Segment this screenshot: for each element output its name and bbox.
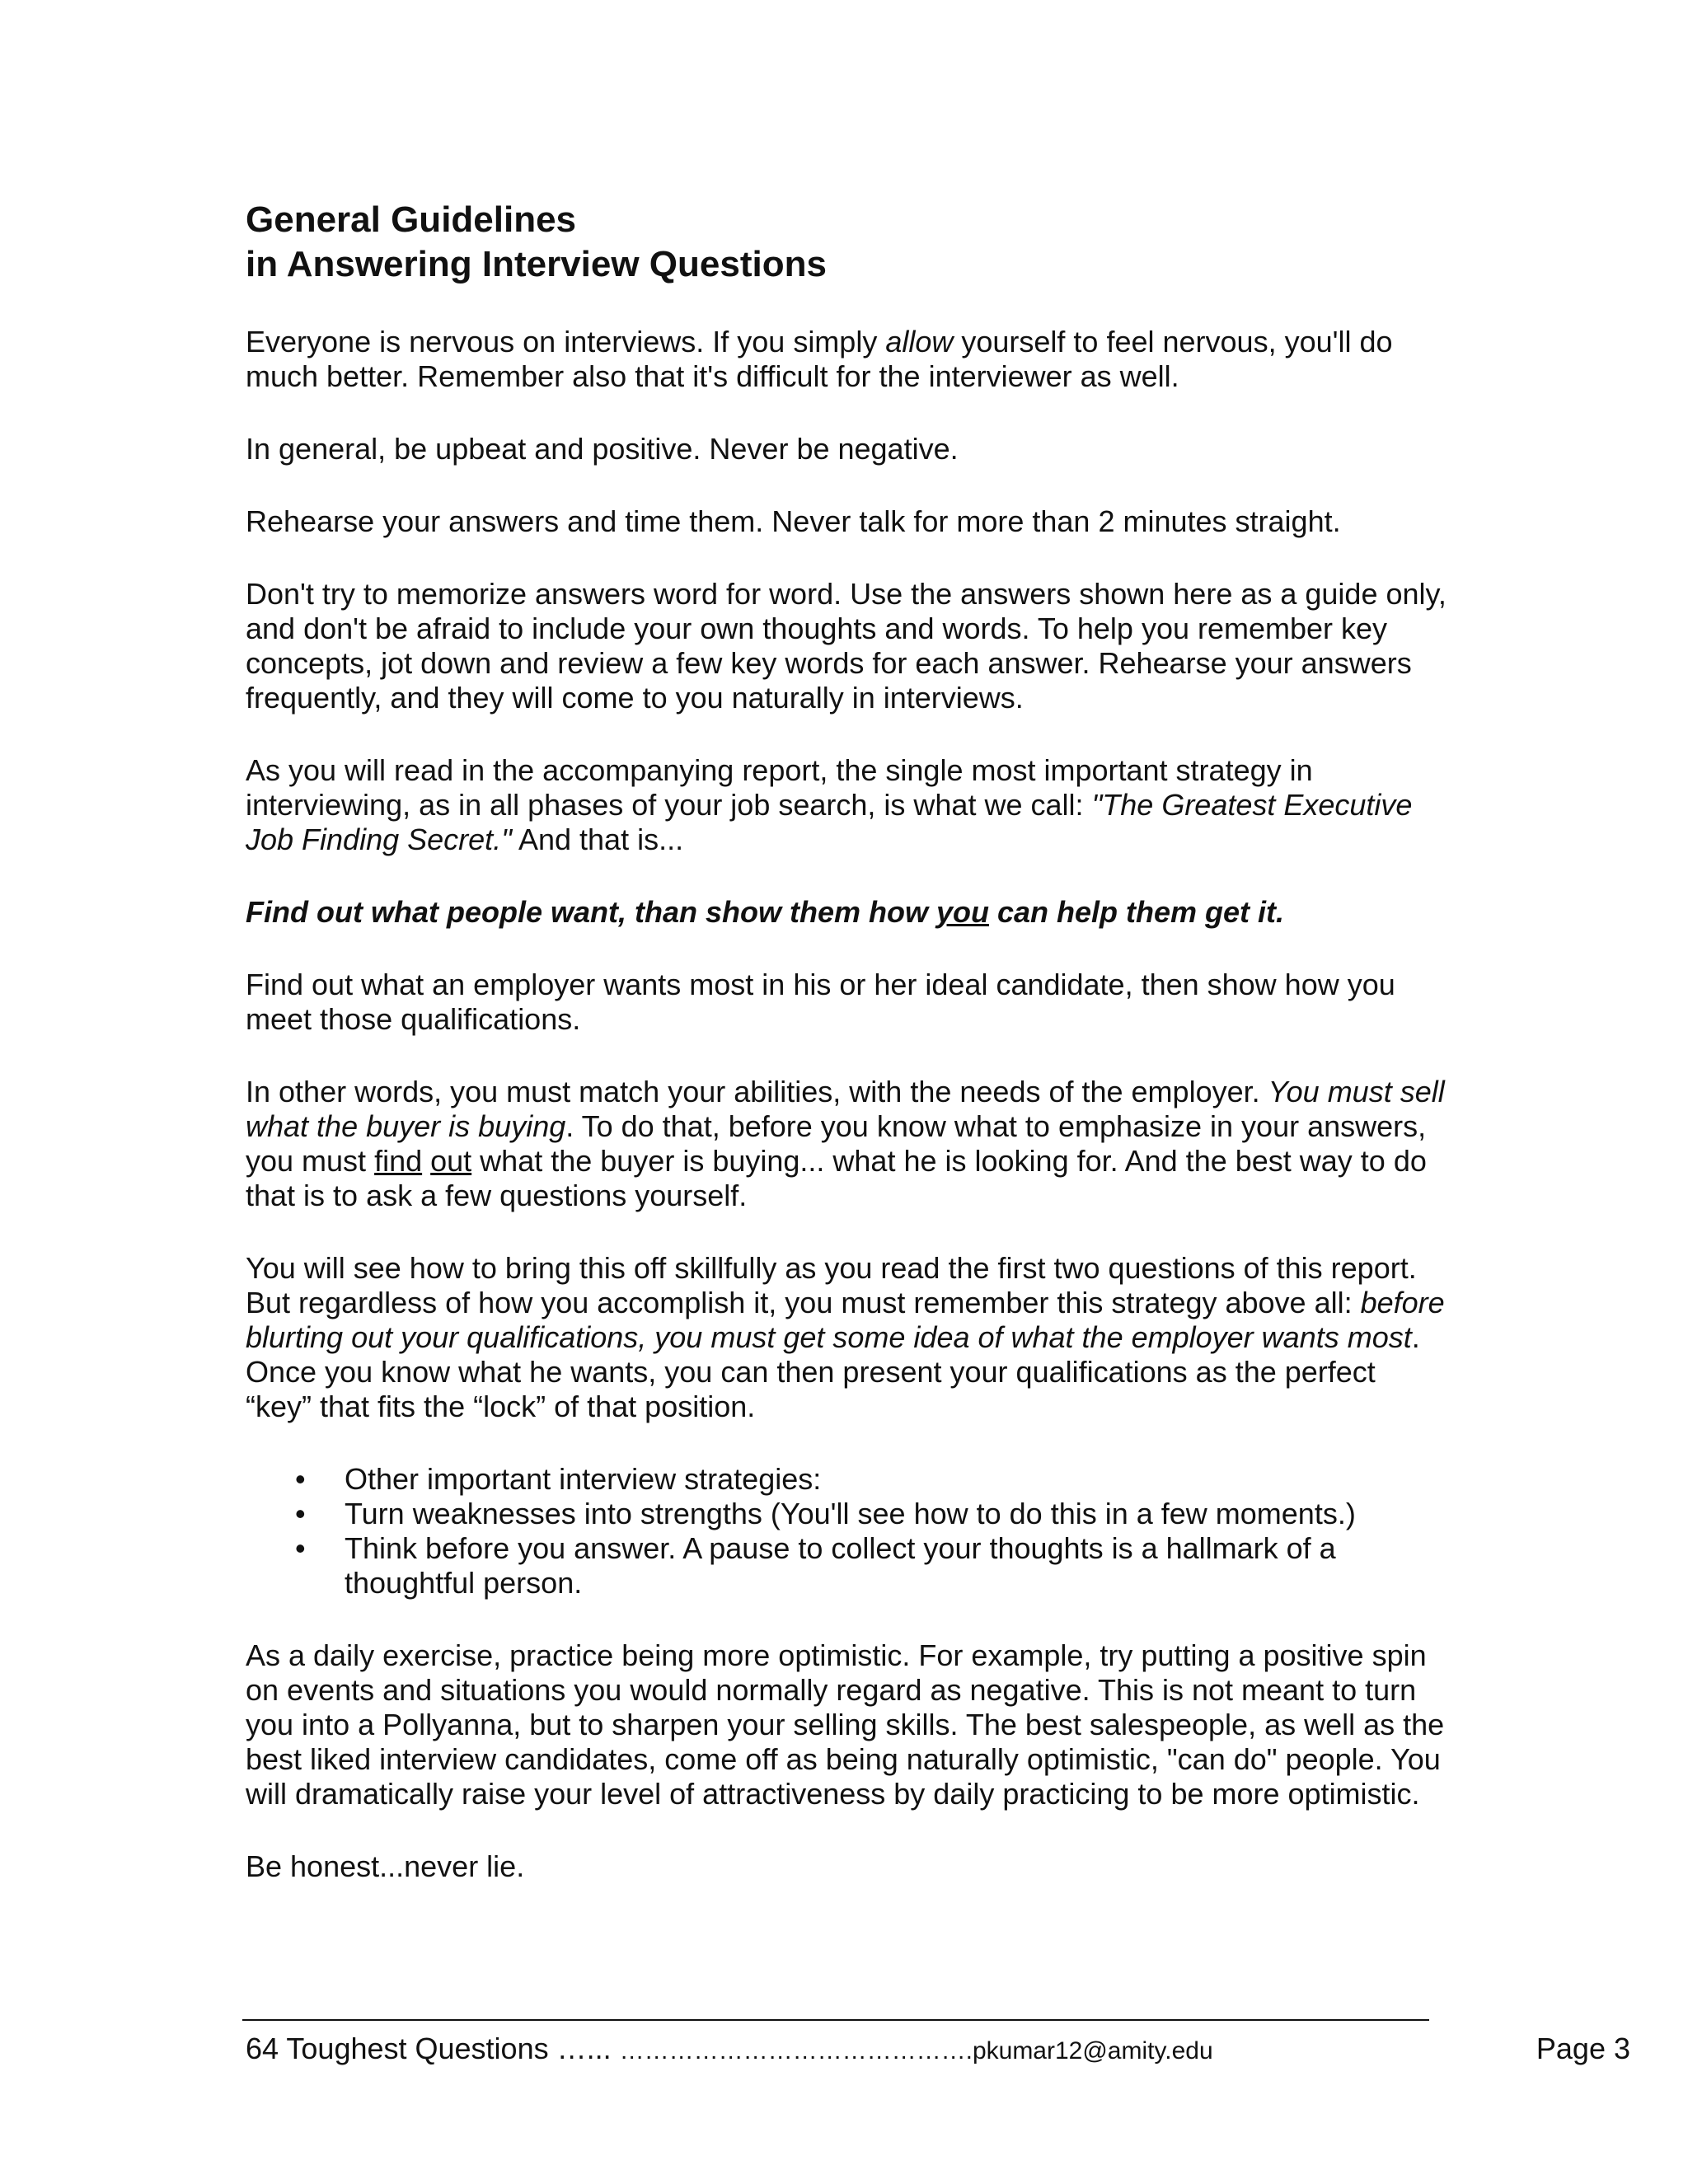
page-footer [246,2029,1630,2070]
text-run: Everyone is nervous on interviews. If you simply [246,325,886,359]
key-statement [246,895,1449,930]
text-run: can help them get it. [988,895,1285,929]
text-run: Find out what people want, than show them how [246,895,936,929]
list-item-text: Other important interview strategies: [345,1462,822,1496]
text-run: . Once you know what he wants, you can then present your qualifications as the perfect “key” that fits the “lock” of that position. [246,1320,1420,1423]
list-item [246,1462,1449,1497]
text-run: And that is... [511,823,684,856]
text-run [422,1144,430,1178]
paragraph-upbeat: In general, be upbeat and positive. Never be negative. [246,432,959,466]
paragraph-match-abilities [246,1075,1449,1213]
underlined-out: out [430,1144,472,1178]
page-title-line-1: General Guidelines [246,199,577,240]
text-run: . To do that, before you know what to emphasize in your answers, you must [246,1109,1427,1178]
bullet-icon: • [295,1531,306,1565]
paragraph-employer-wants: Find out what an employer wants most in his or her ideal candidate, then show how you meet those qualifications. [246,968,1395,1036]
emphasis-allow: allow [885,325,954,359]
page-number: Page 3 [1536,2032,1630,2065]
footer-email: …………………………………….pkumar12@amity.edu [619,2037,1213,2064]
paragraph-optimistic: As a daily exercise, practice being more optimistic. For example, try putting a positive spin on events and situations you would normally regard as negative. This is not meant to turn you into a Pollyanna, but to sharpen your selling skills. The best salespeople, as well as the best liked interview candidates, come off as being naturally optimistic, "can do" people. You will dramatically raise your level of attractiveness by daily practicing to be more optimistic. [246,1638,1445,1811]
paragraph-memorize: Don't try to memorize answers word for word. Use the answers shown here as a guide only, and don't be afraid to include your own thoughts and words. To help you remember key concepts, jot down and review a few key words for each answer. Rehearse your answers frequently, and they will come to you naturally in interviews. [246,577,1447,715]
text-run: what the buyer is buying... what he is looking for. And the best way to do that is to ask a few questions yourself. [246,1144,1427,1212]
emphasis-secret: "The Greatest Executive Job Finding Secret." [246,788,1413,856]
emphasis-before-blurting: before blurting out your qualifications, you must get some idea of what the employer wants most [246,1286,1445,1354]
underlined-you: you [935,895,989,929]
text-run: You will see how to bring this off skillfully as you read the first two questions of this report. But regardless of how you accomplish it, you must remember this strategy above all: [246,1251,1417,1319]
strategy-list [246,1462,1449,1601]
underlined-find: find [374,1144,423,1178]
footer-divider [242,2019,1429,2021]
document-body [246,198,1449,1922]
list-item-text: Turn weaknesses into strengths (You'll see how to do this in a few moments.) [345,1497,1356,1530]
bullet-icon: • [295,1462,306,1496]
list-item-text: Think before you answer. A pause to collect your thoughts is a hallmark of a thoughtful person. [345,1531,1336,1600]
bullet-icon: • [295,1497,306,1530]
footer-left [246,2029,1213,2071]
text-run: In other words, you must match your abilities, with the needs of the employer. [246,1075,1268,1108]
paragraph-secret [246,753,1449,857]
list-item [246,1531,1449,1601]
page-title-line-2: in Answering Interview Questions [246,244,827,284]
text-run: As you will read in the accompanying report, the single most important strategy in interviewing, as in all phases of your job search, is what we call: [246,753,1313,822]
list-item [246,1497,1449,1531]
text-run: yourself to feel nervous, you'll do much better. Remember also that it's difficult for the interviewer as well. [246,325,1393,393]
paragraph-strategy [246,1251,1449,1424]
footer-title: 64 Toughest Questions …... [246,2032,620,2065]
paragraph-honest: Be honest...never lie. [246,1849,525,1883]
paragraph-nervous [246,325,1449,394]
emphasis-sell: You must sell what the buyer is buying [246,1075,1445,1143]
page-title [246,198,1449,287]
paragraph-rehearse: Rehearse your answers and time them. Never talk for more than 2 minutes straight. [246,504,1341,538]
